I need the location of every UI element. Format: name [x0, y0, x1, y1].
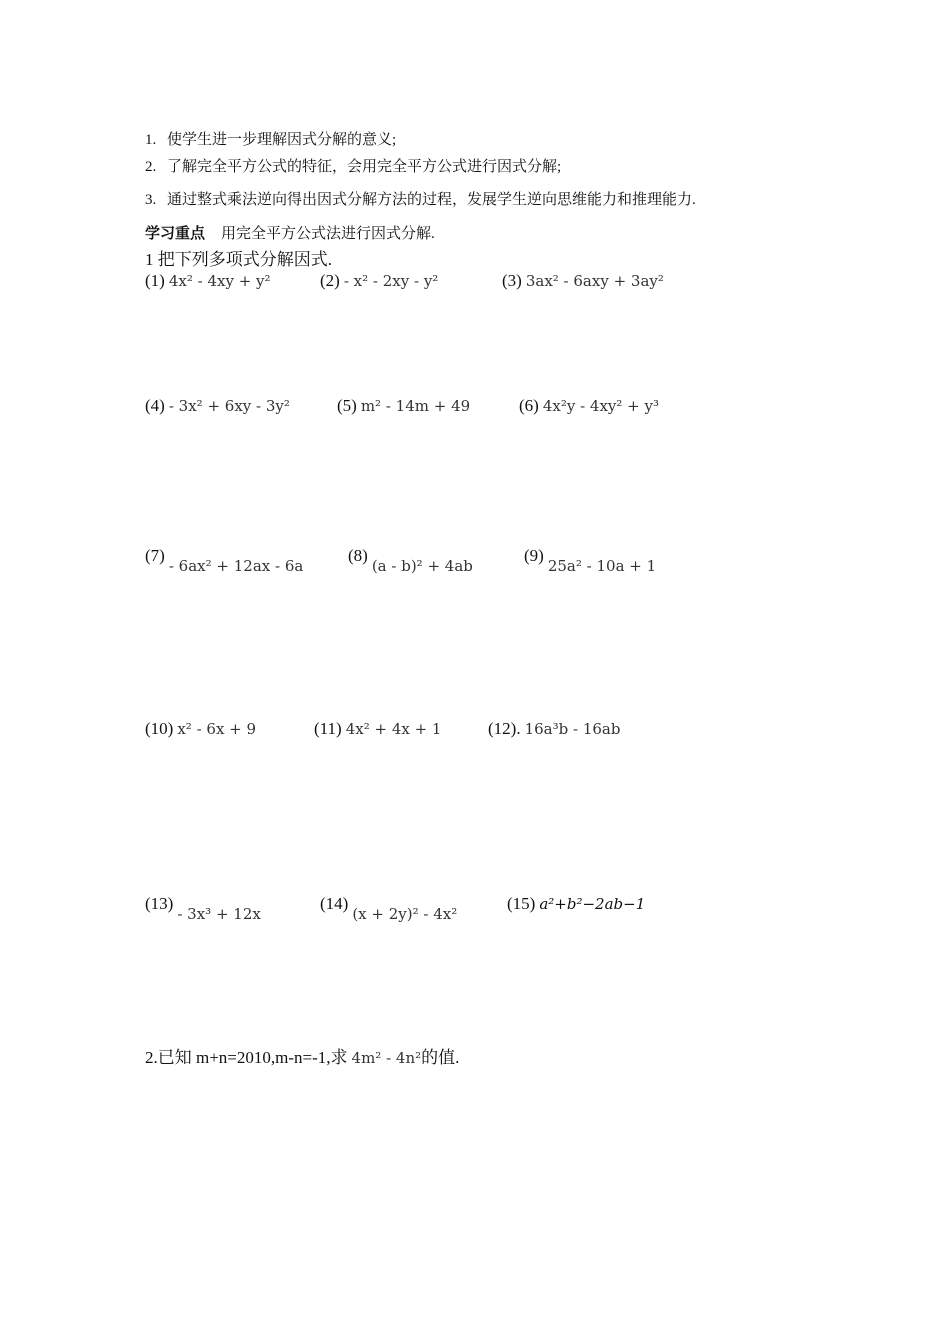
exercise-expression: 3ax² - 6axy + 3ay² [525, 272, 664, 290]
exercise-expression: - x² - 2xy - y² [343, 272, 439, 290]
exercise-6 [519, 396, 659, 416]
exercise-expression: m² - 14m + 49 [360, 397, 471, 415]
exercise-label: (3) [502, 271, 522, 290]
exercise-15 [507, 894, 645, 914]
exercise-expression: - 3x³ + 12x [177, 905, 261, 923]
exercise-label: (4) [145, 396, 165, 415]
key-point [145, 222, 435, 243]
exercise-label: (9) [524, 546, 544, 565]
exercise-13 [145, 894, 261, 923]
exercise-3 [502, 271, 664, 291]
exercise-label: (14) [320, 894, 349, 913]
exercise-expression: a²+b²−2ab−1 [539, 895, 646, 913]
exercise-label: (1) [145, 271, 165, 290]
exercise-expression: 25a² - 10a + 1 [547, 557, 657, 575]
exercise-2 [320, 271, 438, 291]
exercise-11 [314, 719, 441, 739]
exercise-7 [145, 546, 304, 575]
objective-text: 通过整式乘法逆向得出因式分解方法的过程，发展学生逆向思维能力和推理能力. [167, 192, 696, 208]
objective-1 [145, 128, 396, 149]
exercise-8 [348, 546, 473, 575]
key-point-label: 学习重点 [145, 226, 206, 242]
exercise-label: (13) [145, 894, 174, 913]
exercise-expression: (a - b)² + 4ab [371, 557, 473, 575]
exercise-label: (6) [519, 396, 539, 415]
exercise-14 [320, 894, 458, 923]
exercise-expression: 4x²y - 4xy² + y³ [542, 397, 660, 415]
exercise-expression: 4x² + 4x + 1 [345, 720, 442, 738]
question-2-expression: 4m² - 4n² [351, 1049, 422, 1067]
exercise-expression: 4x² - 4xy + y² [168, 272, 271, 290]
exercise-label: (5) [337, 396, 357, 415]
exercise-expression: - 6ax² + 12ax - 6a [168, 557, 304, 575]
exercise-expression: (x + 2y)² - 4x² [352, 905, 458, 923]
exercise-label: (2) [320, 271, 340, 290]
exercise-label: (15) [507, 894, 536, 913]
exercise-expression: 16a³b - 16ab [524, 720, 621, 738]
exercise-5 [337, 396, 470, 416]
exercise-4 [145, 396, 290, 416]
exercise-1 [145, 271, 271, 291]
objective-number: 3. [145, 192, 157, 208]
exercise-label: (7) [145, 546, 165, 565]
question-2-prefix: 2.已知 m+n=2010,m-n=-1,求 [145, 1048, 348, 1067]
exercise-label: (10) [145, 719, 174, 738]
objective-text: 了解完全平方公式的特征，会用完全平方公式进行因式分解; [167, 159, 562, 175]
objective-number: 1. [145, 132, 157, 148]
exercise-expression: x² - 6x + 9 [177, 720, 257, 738]
exercise-10 [145, 719, 256, 739]
key-point-text: 用完全平方公式法进行因式分解. [221, 226, 435, 242]
objective-text: 使学生进一步理解因式分解的意义; [167, 132, 397, 148]
exercise-label: (12). [488, 719, 521, 738]
question-2 [145, 1043, 459, 1068]
exercise-label: (11) [314, 719, 342, 738]
objective-2 [145, 155, 561, 176]
exercise-expression: - 3x² + 6xy - 3y² [168, 397, 290, 415]
objective-number: 2. [145, 159, 157, 175]
exercise-12 [488, 719, 620, 739]
exercise-label: (8) [348, 546, 368, 565]
objective-3 [145, 188, 696, 209]
exercise-9 [524, 546, 657, 575]
question-1-title: 1 把下列多项式分解因式. [145, 250, 332, 269]
question-2-suffix: 的值. [421, 1048, 460, 1067]
